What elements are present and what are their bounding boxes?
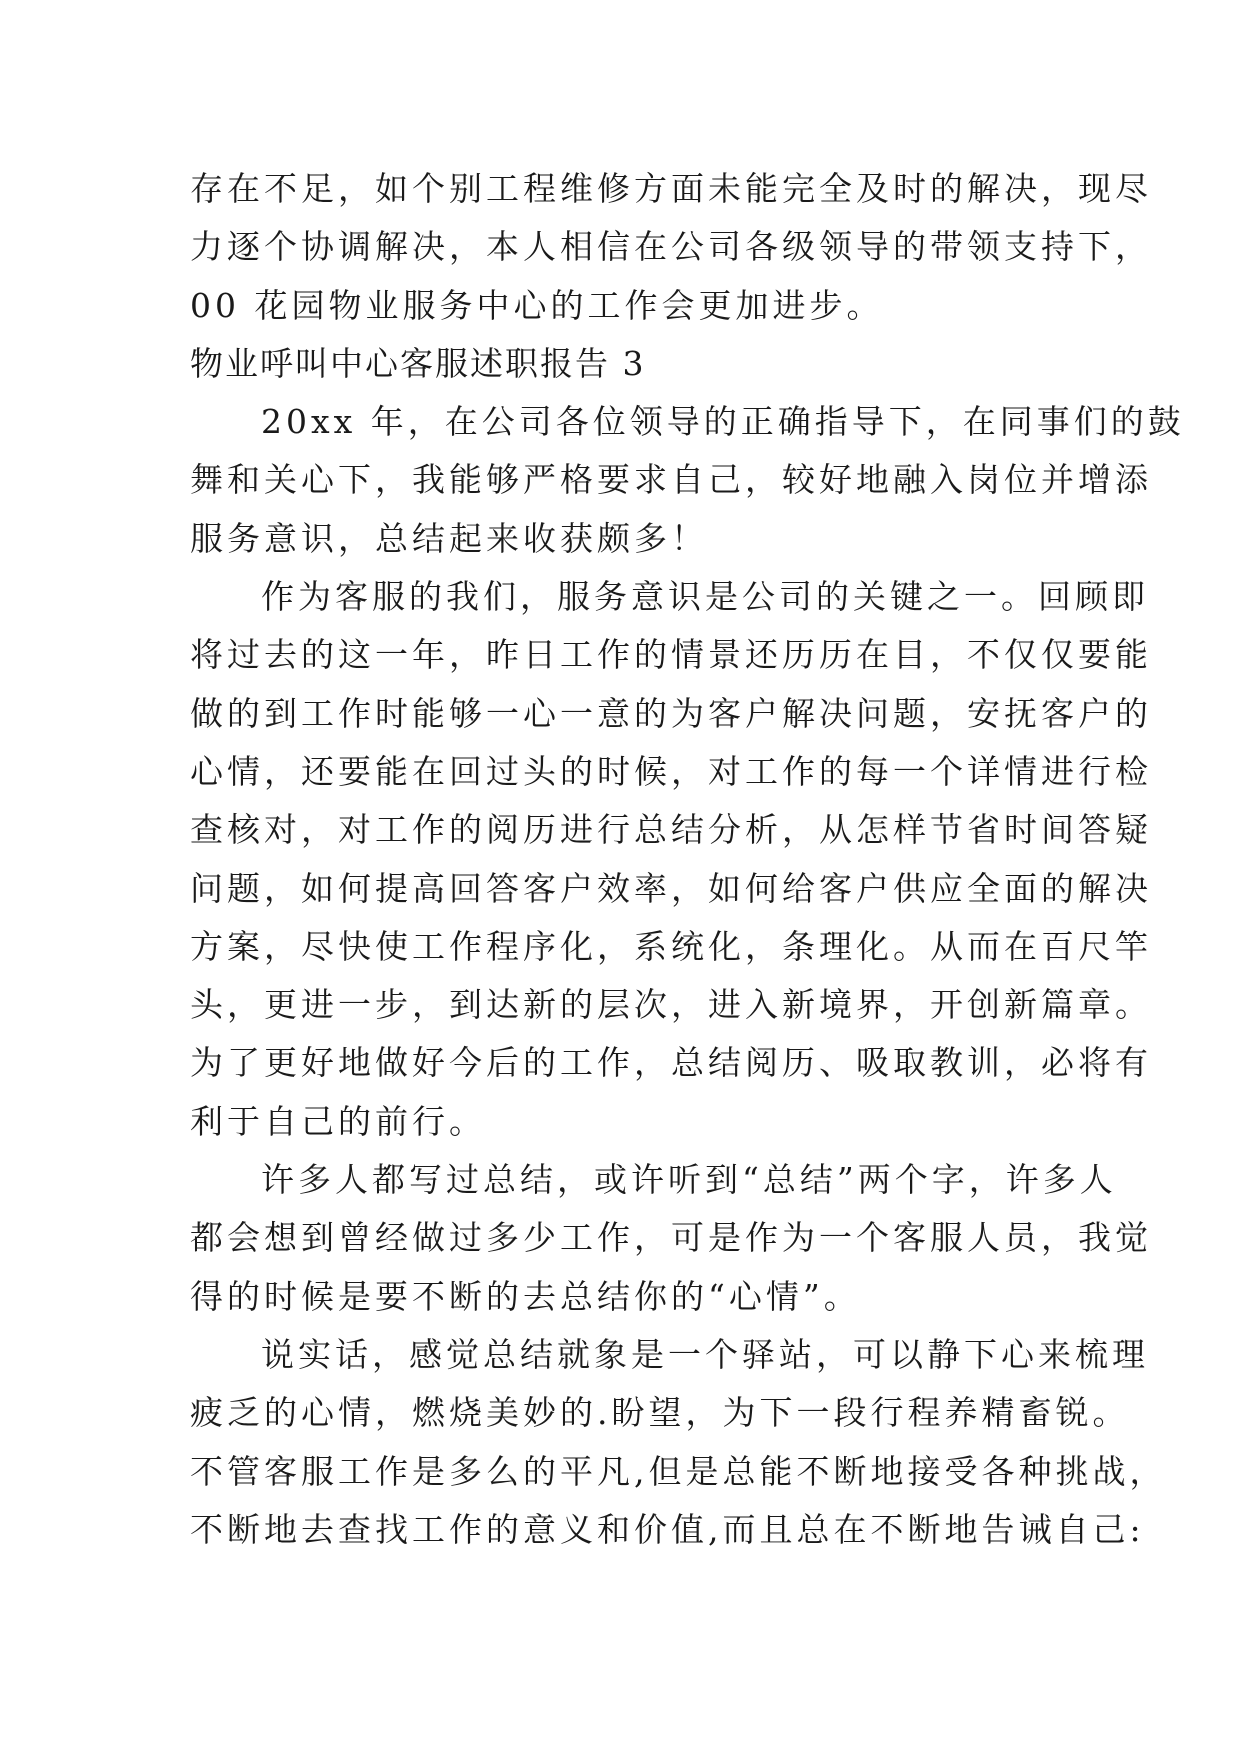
text-line: 头，更进一步，到达新的层次，进入新境界，开创新篇章。 <box>190 985 1152 1025</box>
section-heading: 物业呼叫中心客服述职报告 3 <box>190 343 646 383</box>
text-line: 不断地去查找工作的意义和价值,而且总在不断地告诫自己: <box>190 1509 1145 1549</box>
document-body <box>190 160 1185 1559</box>
text-line: 20xx 年，在公司各位领导的正确指导下，在同事们的鼓 <box>261 402 1185 442</box>
text-line: 方案，尽快使工作程序化，系统化，条理化。从而在百尺竿 <box>190 926 1152 966</box>
text-line: 做的到工作时能够一心一意的为客户解决问题，安抚客户的 <box>190 693 1152 733</box>
text-line: 说实话，感觉总结就象是一个驿站，可以静下心来梳理 <box>261 1334 1149 1374</box>
text-line: 得的时候是要不断的去总结你的“心情”。 <box>190 1276 861 1316</box>
text-line: 利于自己的前行。 <box>190 1101 486 1141</box>
text-line: 为了更好地做好今后的工作，总结阅历、吸取教训，必将有 <box>190 1043 1152 1083</box>
text-line: 查核对，对工作的阅历进行总结分析，从怎样节省时间答疑 <box>190 810 1152 850</box>
text-line: 将过去的这一年，昨日工作的情景还历历在目，不仅仅要能 <box>190 635 1152 675</box>
text-line: 不管客服工作是多么的平凡,但是总能不断地接受各种挑战， <box>190 1451 1167 1491</box>
text-line: 服务意识，总结起来收获颇多！ <box>190 518 708 558</box>
text-line: 都会想到曾经做过多少工作，可是作为一个客服人员，我觉 <box>190 1218 1152 1258</box>
text-line: 疲乏的心情，燃烧美妙的.盼望，为下一段行程养精畜锐。 <box>190 1393 1130 1433</box>
text-line: 存在不足，如个别工程维修方面未能完全及时的解决，现尽 <box>190 169 1152 208</box>
text-line: 舞和关心下，我能够严格要求自己，较好地融入岗位并增添 <box>190 460 1152 500</box>
text-line: 作为客服的我们，服务意识是公司的关键之一。回顾即 <box>261 577 1149 617</box>
text-line: 力逐个协调解决，本人相信在公司各级领导的带领支持下， <box>190 227 1152 267</box>
text-line: 问题，如何提高回答客户效率，如何给客户供应全面的解决 <box>190 868 1152 908</box>
text-line: 00 花园物业服务中心的工作会更加进步。 <box>190 285 884 325</box>
text-line: 心情，还要能在回过头的时候，对工作的每一个详情进行检 <box>190 751 1152 791</box>
text-line: 许多人都写过总结，或许听到“总结”两个字，许多人 <box>261 1160 1117 1200</box>
